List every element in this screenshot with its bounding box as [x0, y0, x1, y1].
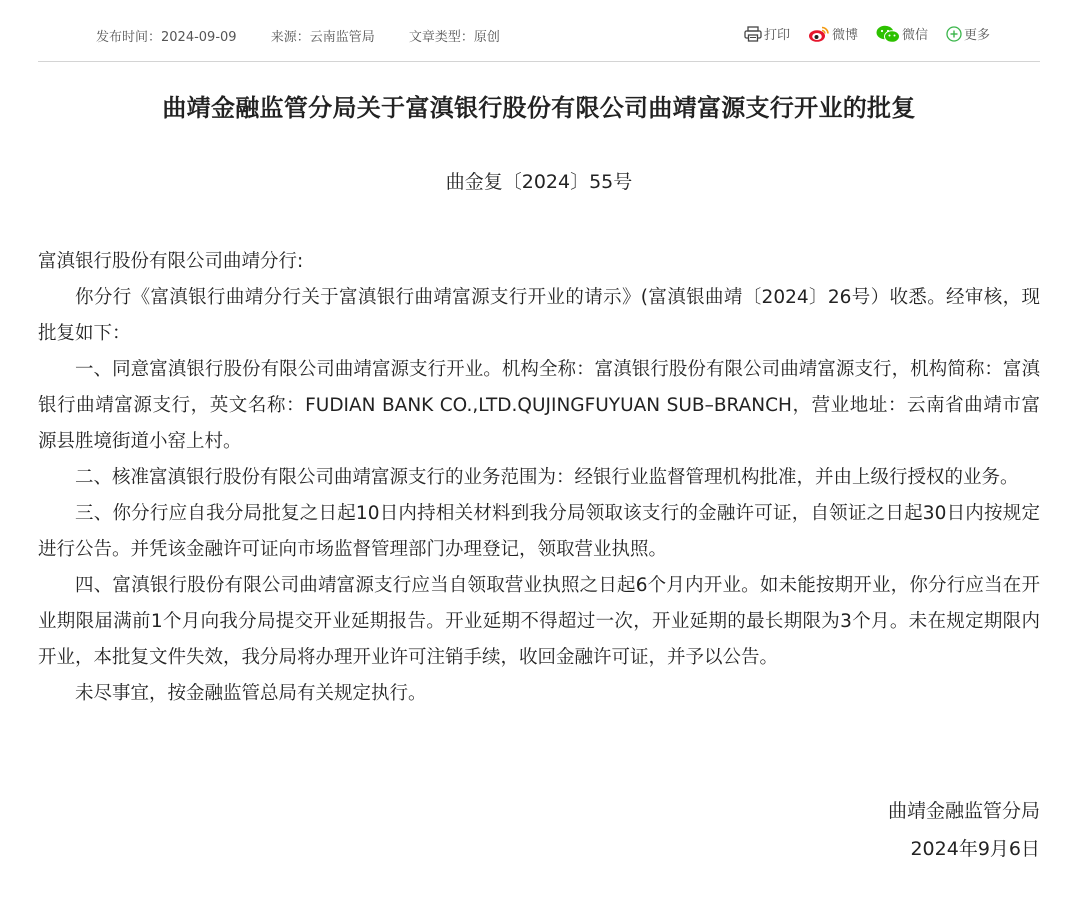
article-type: 文章类型：原创 [408, 30, 500, 45]
document-number: 曲金复〔2024〕55号 [445, 171, 633, 193]
article-meta [96, 26, 530, 45]
publish-time: 发布时间：2024-09-09 [96, 30, 237, 45]
wechat-share-button[interactable] [876, 24, 928, 43]
print-label: 打印 [763, 28, 790, 43]
more-share-button[interactable] [946, 24, 990, 43]
weibo-share-button[interactable] [808, 24, 858, 43]
body-paragraph: 一、同意富滇银行股份有限公司曲靖富源支行开业。机构全称：富滇银行股份有限公司曲靖富源支行，机构简称：富滇银行曲靖富源支行，英文名称：FUDIAN BANK CO.,LTD.QUJINGFUYUAN SUB–BRANCH，营业地址：云南省曲靖市富源县胜境街道小窑上村。 [38, 359, 1040, 452]
more-label: 更多 [963, 28, 990, 43]
body-paragraph: 四、富滇银行股份有限公司曲靖富源支行应当自领取营业执照之日起6个月内开业。如未能按期开业，你分行应当在开业期限届满前1个月向我分局提交开业延期报告。开业延期不得超过一次，开业延期的最长期限为3个月。未在规定期限内开业，本批复文件失效，我分局将办理开业许可注销手续，收回金融许可证，并予以公告。 [38, 575, 1040, 668]
share-toolbar [726, 24, 990, 43]
body-paragraph: 三、你分行应自我分局批复之日起10日内持相关材料到我分局领取该支行的金融许可证，自领证之日起30日内按规定进行公告。并凭该金融许可证向市场监督管理部门办理登记，领取营业执照。 [38, 503, 1040, 560]
page-title: 曲靖金融监管分局关于富滇银行股份有限公司曲靖富源支行开业的批复 [162, 94, 916, 122]
article-meta-bar [38, 22, 1040, 50]
print-button[interactable] [744, 24, 790, 43]
body-paragraph: 未尽事宜，按金融监管总局有关规定执行。 [75, 683, 427, 704]
plus-circle-icon [946, 26, 962, 42]
weibo-label: 微博 [831, 28, 858, 43]
wechat-label: 微信 [901, 28, 928, 43]
issuer-name: 曲靖金融监管分局 [887, 800, 1040, 822]
printer-icon [744, 26, 762, 42]
signature-block [888, 792, 1040, 868]
issue-date: 2024年9月6日 [910, 838, 1040, 860]
body-paragraph: 你分行《富滇银行曲靖分行关于富滇银行曲靖富源支行开业的请示》(富滇银曲靖〔2024〕26号）收悉。经审核，现批复如下： [38, 287, 1040, 344]
header-divider [38, 61, 1040, 62]
salutation: 富滇银行股份有限公司曲靖分行: [38, 251, 304, 272]
body-paragraph: 二、核准富滇银行股份有限公司曲靖富源支行的业务范围为：经银行业监督管理机构批准，并由上级行授权的业务。 [75, 467, 1019, 488]
source: 来源：云南监管局 [270, 30, 375, 45]
weibo-icon [808, 25, 830, 43]
wechat-icon [876, 25, 900, 43]
document-body [38, 244, 1040, 712]
